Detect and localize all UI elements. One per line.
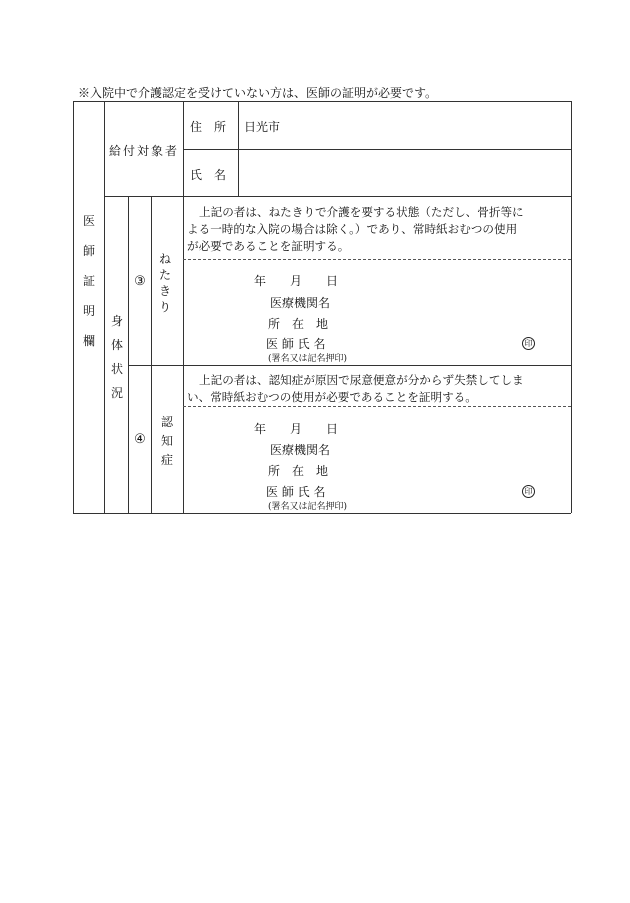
dementia-date: 年 月 日	[254, 422, 339, 436]
name-label: 氏 名	[190, 168, 227, 182]
dementia-label: 認 知 症	[160, 415, 173, 467]
note-text: ※入院中で介護認定を受けていない方は、医師の証明が必要です。	[78, 86, 438, 100]
section-label: 医 師 証 明 欄	[82, 214, 95, 348]
recipient-label: 給付対象者	[108, 144, 179, 158]
bedridden-signature-note: (署名又は記名押印)	[268, 354, 348, 364]
address-value: 日光市	[244, 120, 281, 134]
bedridden-statement: 上記の者は、ねたきりで介護を要する状態（ただし、骨折等に よる一時的な入院の場合は除く。）であり、常時紙おむつの使用 が必要であることを証明する。	[187, 205, 524, 253]
address-label: 住 所	[190, 120, 227, 134]
bedridden-location: 所 在 地	[268, 317, 329, 331]
bedridden-date: 年 月 日	[254, 274, 339, 288]
dementia-statement: 上記の者は、認知症が原因で尿意便意が分からず失禁してしま い、常時紙おむつの使用が必要であることを証明する。	[187, 373, 524, 404]
dementia-doctor: 医 師 氏 名	[266, 485, 326, 499]
dementia-institution: 医療機関名	[270, 443, 331, 457]
bedridden-doctor: 医 師 氏 名	[266, 337, 326, 351]
dementia-number: ④	[134, 432, 146, 447]
body-status-label: 身 体 状 況	[110, 314, 123, 400]
dementia-signature-note: (署名又は記名押印)	[268, 502, 348, 512]
bedridden-label: ね た き り	[158, 252, 171, 314]
dementia-seal-icon: 印	[522, 485, 535, 498]
bedridden-seal-icon: 印	[522, 337, 535, 350]
bedridden-institution: 医療機関名	[270, 296, 331, 310]
bedridden-number: ③	[134, 274, 146, 289]
dementia-location: 所 在 地	[268, 464, 329, 478]
